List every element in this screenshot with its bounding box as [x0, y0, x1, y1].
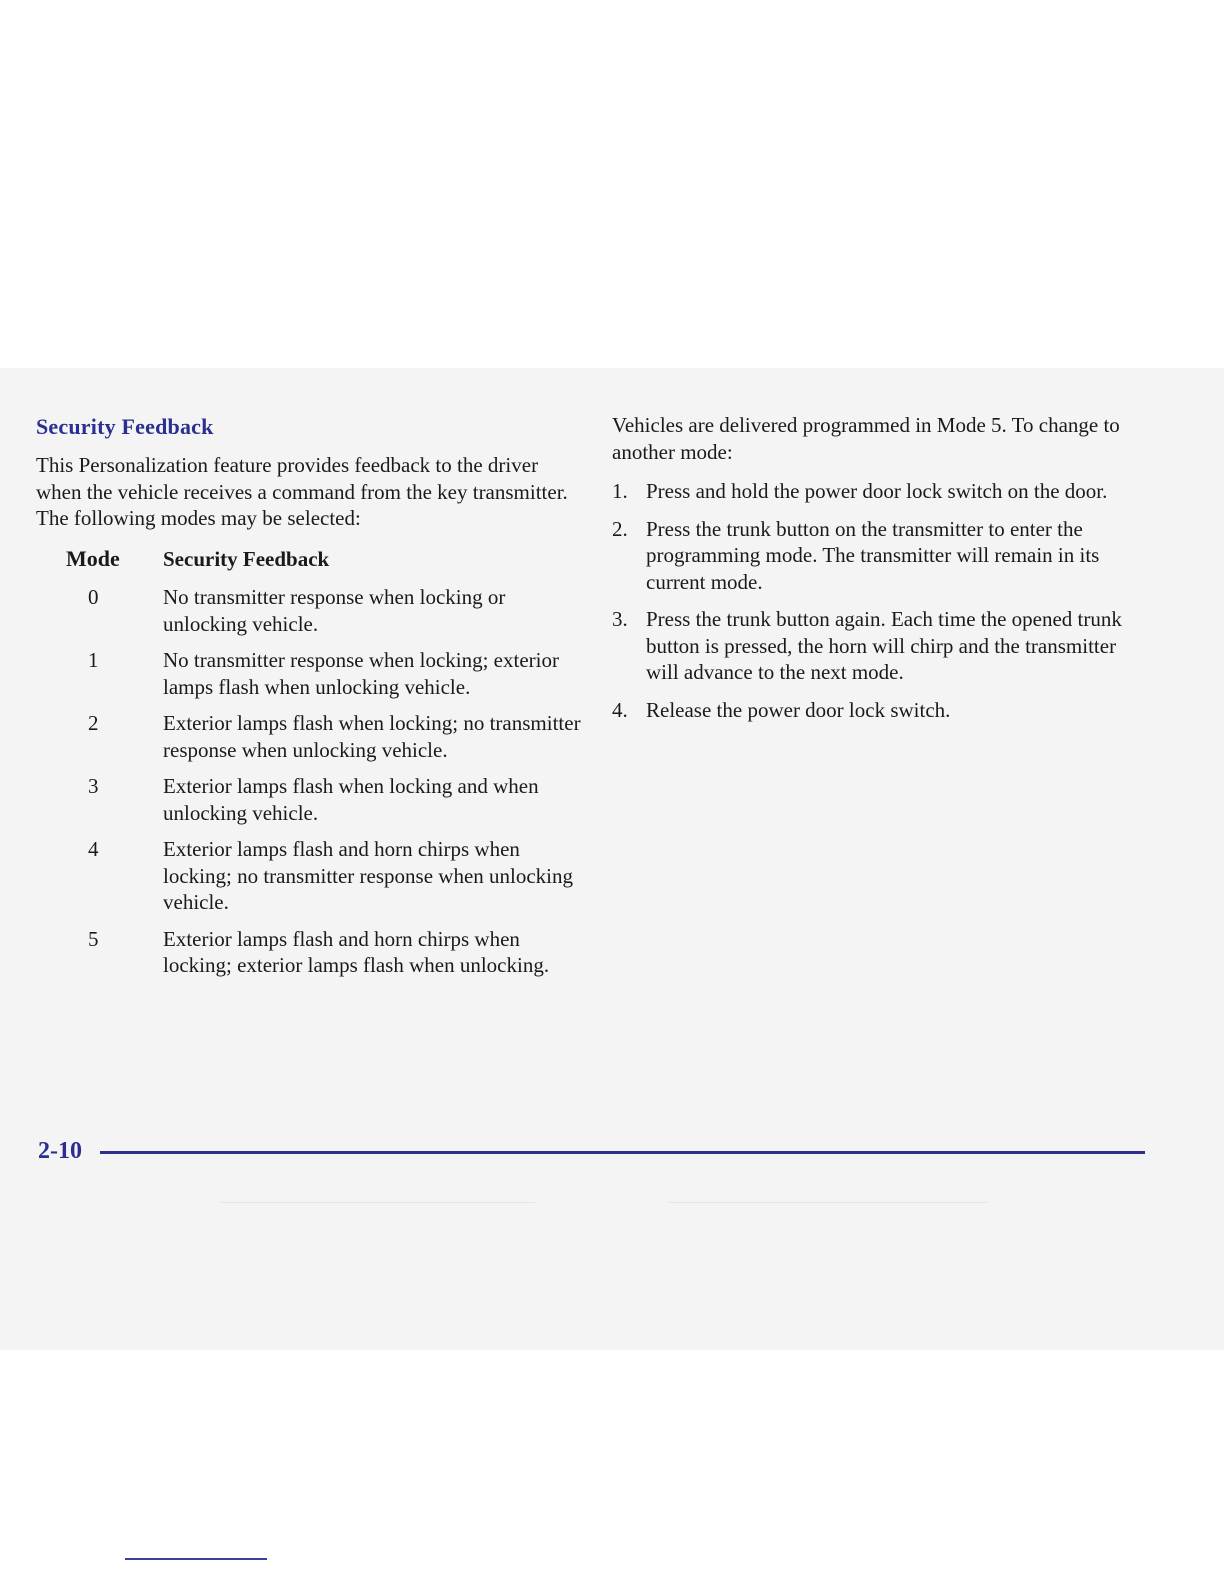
mode-row-0 [36, 584, 581, 637]
step-number: 1. [612, 479, 628, 503]
mode-description: Exterior lamps flash and horn chirps when locking; exterior lamps flash when unlocking. [163, 926, 550, 977]
mode-table-header [36, 546, 581, 584]
mode-description: No transmitter response when locking; exterior lamps flash when unlocking vehicle. [163, 648, 559, 699]
step-text: Release the power door lock switch. [646, 697, 951, 722]
step-1 [612, 478, 1142, 505]
programming-intro: Vehicles are delivered programmed in Mode 5. To change to another mode: [612, 413, 1120, 464]
mode-column-header: Mode [66, 546, 120, 571]
mode-table [36, 546, 581, 989]
mode-row-4 [36, 836, 581, 916]
mode-row-2 [36, 710, 581, 763]
mode-number: 1 [88, 648, 99, 672]
step-text: Press the trunk button on the transmitter to enter the programming mode. The transmitter will remain in its current mode. [646, 516, 1100, 594]
step-3 [612, 606, 1142, 686]
mode-number: 4 [88, 837, 99, 861]
feedback-column-header: Security Feedback [163, 547, 330, 571]
faint-divider-right [668, 1202, 988, 1203]
page-number: 2-10 [38, 1138, 82, 1164]
step-number: 3. [612, 607, 628, 631]
mode-row-3 [36, 773, 581, 826]
step-number: 4. [612, 697, 628, 722]
step-2 [612, 516, 1142, 596]
intro-paragraph: This Personalization feature provides feedback to the driver when the vehicle receives a command from the key transmitter. The following modes may be selected: [36, 453, 568, 530]
mode-row-1 [36, 647, 581, 700]
bottom-underline [125, 1558, 267, 1560]
step-text: Press the trunk button again. Each time the opened trunk button is pressed, the horn will chirp and the transmitter will advance to the next mode. [646, 607, 1122, 684]
programming-steps [612, 478, 1142, 734]
step-text: Press and hold the power door lock switch on the door. [646, 479, 1108, 503]
step-4 [612, 697, 1142, 724]
mode-number: 2 [88, 711, 99, 735]
mode-description: Exterior lamps flash and horn chirps when locking; no transmitter response when unlocking vehicle. [163, 837, 574, 914]
mode-description: No transmitter response when locking or unlocking vehicle. [163, 585, 506, 636]
footer-rule [100, 1151, 1145, 1154]
mode-row-5 [36, 926, 581, 979]
mode-number: 5 [88, 926, 99, 951]
mode-number: 0 [88, 585, 99, 609]
step-number: 2. [612, 516, 628, 541]
mode-description: Exterior lamps flash when locking; no transmitter response when unlocking vehicle. [163, 711, 581, 762]
mode-number: 3 [88, 774, 99, 798]
section-title: Security Feedback [36, 414, 214, 439]
faint-divider-left [220, 1202, 535, 1203]
mode-description: Exterior lamps flash when locking and when unlocking vehicle. [163, 774, 539, 825]
